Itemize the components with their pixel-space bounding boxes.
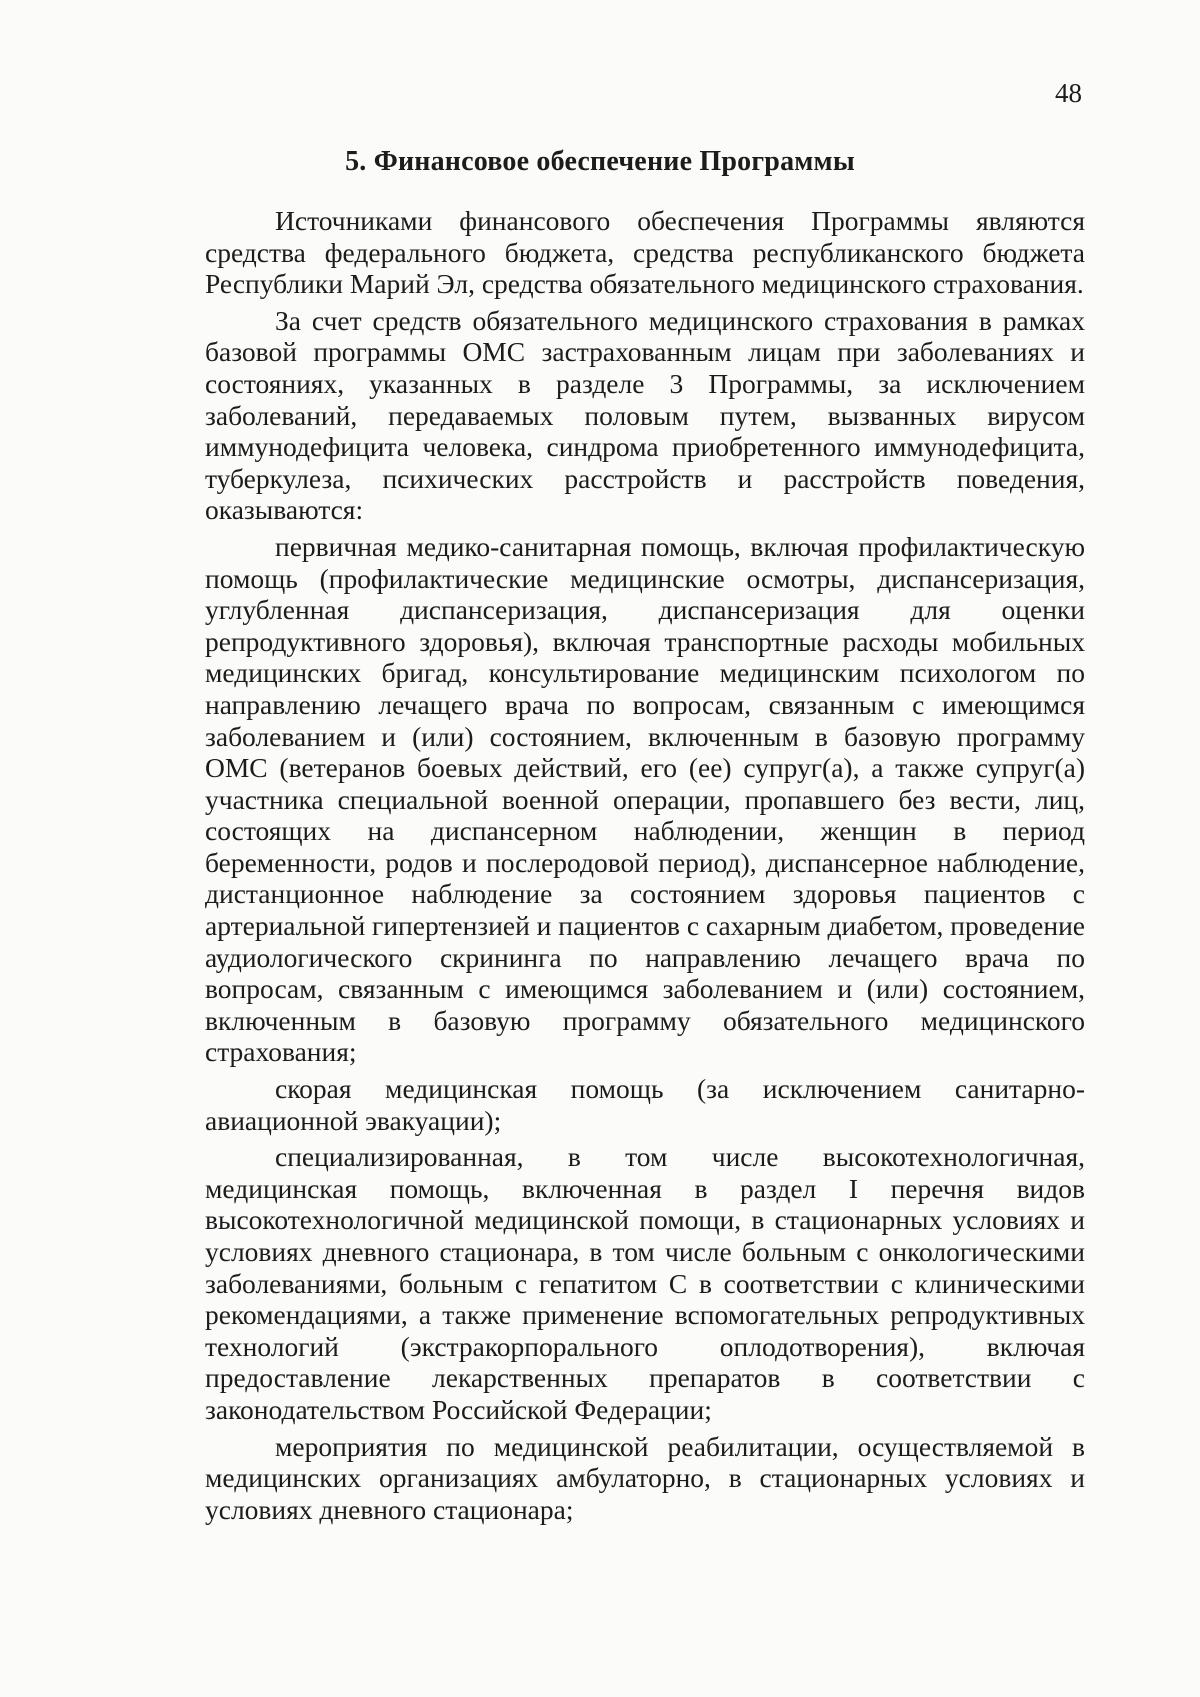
body-text	[205, 205, 1085, 1525]
paragraph-primary-care: первичная медико-санитарная помощь, включая профилактическую помощь (профилактические медицинские осмотры, диспансеризация, углубленная диспансеризация, диспансеризация для оценки репродуктивного здоровья), включая транспортные расходы мобильных медицинских бригад, консультирование медицинским психологом по направлению лечащего врача по вопросам, связанным с имеющимся заболеванием и (или) состоянием, включенным в базовую программу ОМС (ветеранов боевых действий, его (ее) супруг(а), а также супруг(а) участника специальной военной операции, пропавшего без вести, лиц, состоящих на диспансерном наблюдении, женщин в период беременности, родов и послеродовой период), диспансерное наблюдение, дистанционное наблюдение за состоянием здоровья пациентов с артериальной гипертензией и пациентов с сахарным диабетом, проведение аудиологического скрининга по направлению лечащего врача по вопросам, связанным с имеющимся заболеванием и (или) состоянием, включенным в базовую программу обязательного медицинского страхования;	[205, 530, 1085, 1068]
paragraph-funding-sources: Источниками финансового обеспечения Программы являются средства федерального бюджета, средства республиканского бюджета Республики Марий Эл, средства обязательного медицинского страхования.	[205, 205, 1085, 300]
paragraph-oms-coverage: За счет средств обязательного медицинского страхования в рамках базовой программы ОМС застрахованным лицам при заболеваниях и состояниях, указанных в разделе 3 Программы, за исключением заболеваний, передаваемых половым путем, вызванных вирусом иммунодефицита человека, синдрома приобретенного иммунодефицита, туберкулеза, психических расстройств и расстройств поведения, оказываются:	[205, 304, 1085, 526]
paragraph-rehabilitation: мероприятия по медицинской реабилитации, осуществляемой в медицинских организациях амбулаторно, в стационарных условиях и условиях дневного стационара;	[205, 1430, 1085, 1525]
paragraph-specialized-care: специализированная, в том числе высокотехнологичная, медицинская помощь, включенная в раздел I перечня видов высокотехнологичной медицинской помощи, в стационарных условиях и условиях дневного стационара, в том числе больным с онкологическими заболеваниями, больным с гепатитом С в соответствии с клиническими рекомендациями, а также применение вспомогательных репродуктивных технологий (экстракорпорального оплодотворения), включая предоставление лекарственных препаратов в соответствии с законодательством Российской Федерации;	[205, 1141, 1085, 1425]
page-number: 48	[1055, 78, 1082, 108]
paragraph-emergency-care: скорая медицинская помощь (за исключением санитарно-авиационной эвакуации);	[205, 1073, 1085, 1136]
section-title: 5. Финансовое обеспечение Программы	[345, 146, 855, 177]
